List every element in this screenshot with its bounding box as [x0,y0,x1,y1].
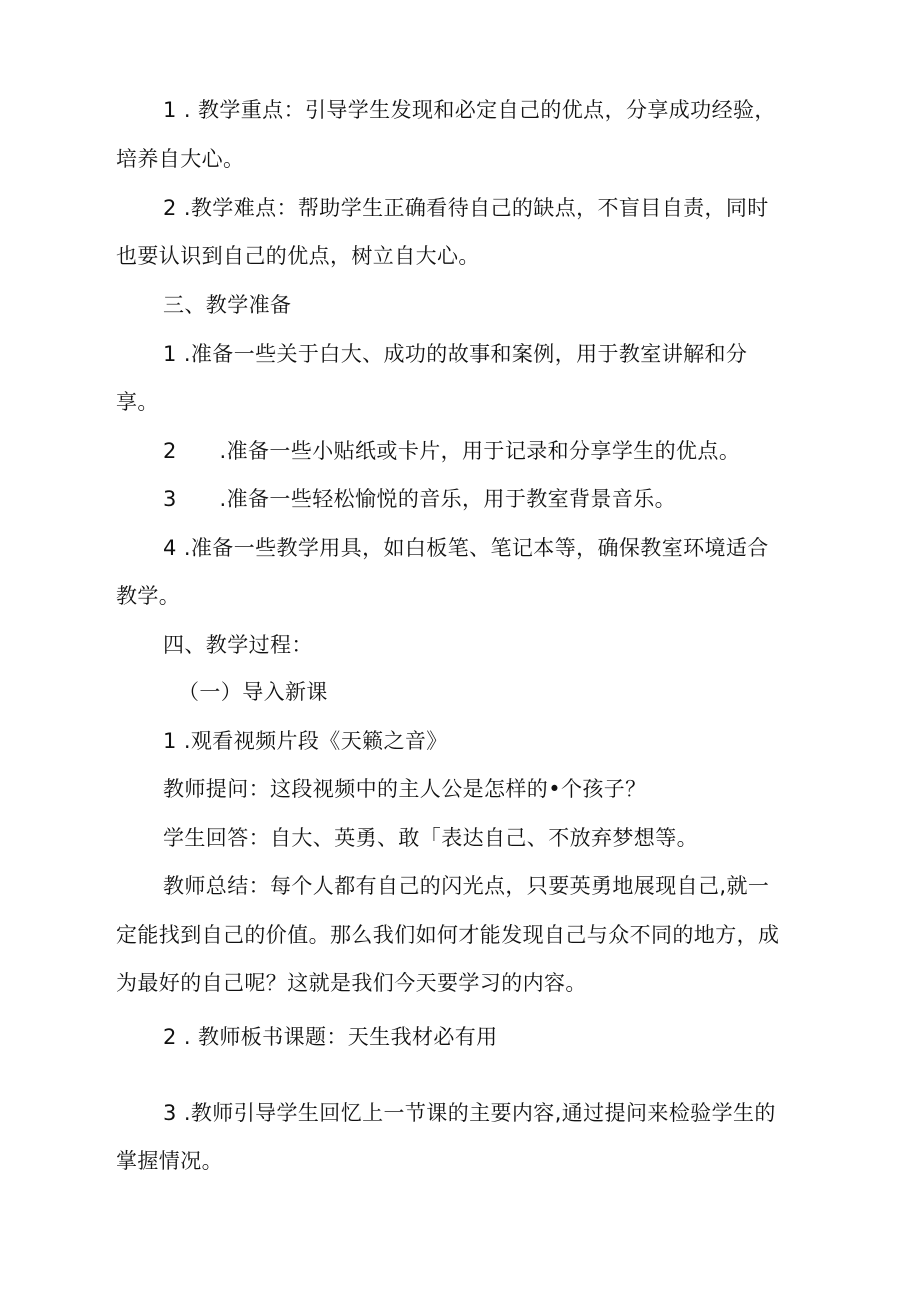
paragraph-teaching-focus-cont: 培养自大心。 [116,147,245,171]
teacher-question: 教师提问：这段视频中的主人公是怎样的•个孩子？ [163,777,647,801]
prep-item-1: 1 .准备一些关于白大、成功的故事和案例，用于教室讲解和分 [163,342,748,366]
subsection-heading-intro: （一）导入新课 [178,680,328,704]
section-heading-process: 四、教学过程： [163,633,313,657]
paragraph-teaching-focus: 1 . 教学重点：引导学生发现和必定自己的优点，分享成功经验， [163,98,776,122]
prep-item-1-cont: 享。 [116,390,159,414]
section-heading-preparation: 三、教学准备 [163,293,292,317]
prep-item-4: 4 .准备一些教学用具，如白板笔、笔记本等，确保教室环境适合 [163,536,769,560]
paragraph-teaching-difficulty-cont: 也要认识到自己的优点，树立自大心。 [116,244,480,268]
prep-item-2: 2 .准备一些小贴纸或卡片，用于记录和分享学生的优点。 [163,439,741,463]
teacher-summary: 教师总结：每个人都有自己的闪光点，只要英勇地展现自己,就一 [163,874,770,898]
process-item-1: 1 .观看视频片段《天籁之音》 [163,729,448,753]
student-answer: 学生回答：自大、英勇、敢「表达自己、不放弃梦想等。 [163,826,698,850]
process-item-3-cont: 掌握情况。 [116,1149,223,1173]
prep-item-4-cont: 教学。 [116,584,181,608]
process-item-3: 3 .教师引导学生回忆上一节课的主要内容,通过提问来检验学生的 [163,1101,776,1125]
paragraph-teaching-difficulty: 2 .教学难点：帮助学生正确看待自己的缺点，不盲目自责，同时 [163,196,769,220]
teacher-summary-cont-2: 为最好的自己呢？这就是我们今天要学习的内容。 [116,971,587,995]
prep-item-3: 3 .准备一些轻松愉悦的音乐，用于教室背景音乐。 [163,487,677,511]
process-item-2: 2 . 教师板书课题：天生我材必有用 [163,1025,498,1049]
teacher-summary-cont-1: 定能找到自己的价值。那么我们如何才能发现自己与众不同的地方，成 [116,923,780,947]
